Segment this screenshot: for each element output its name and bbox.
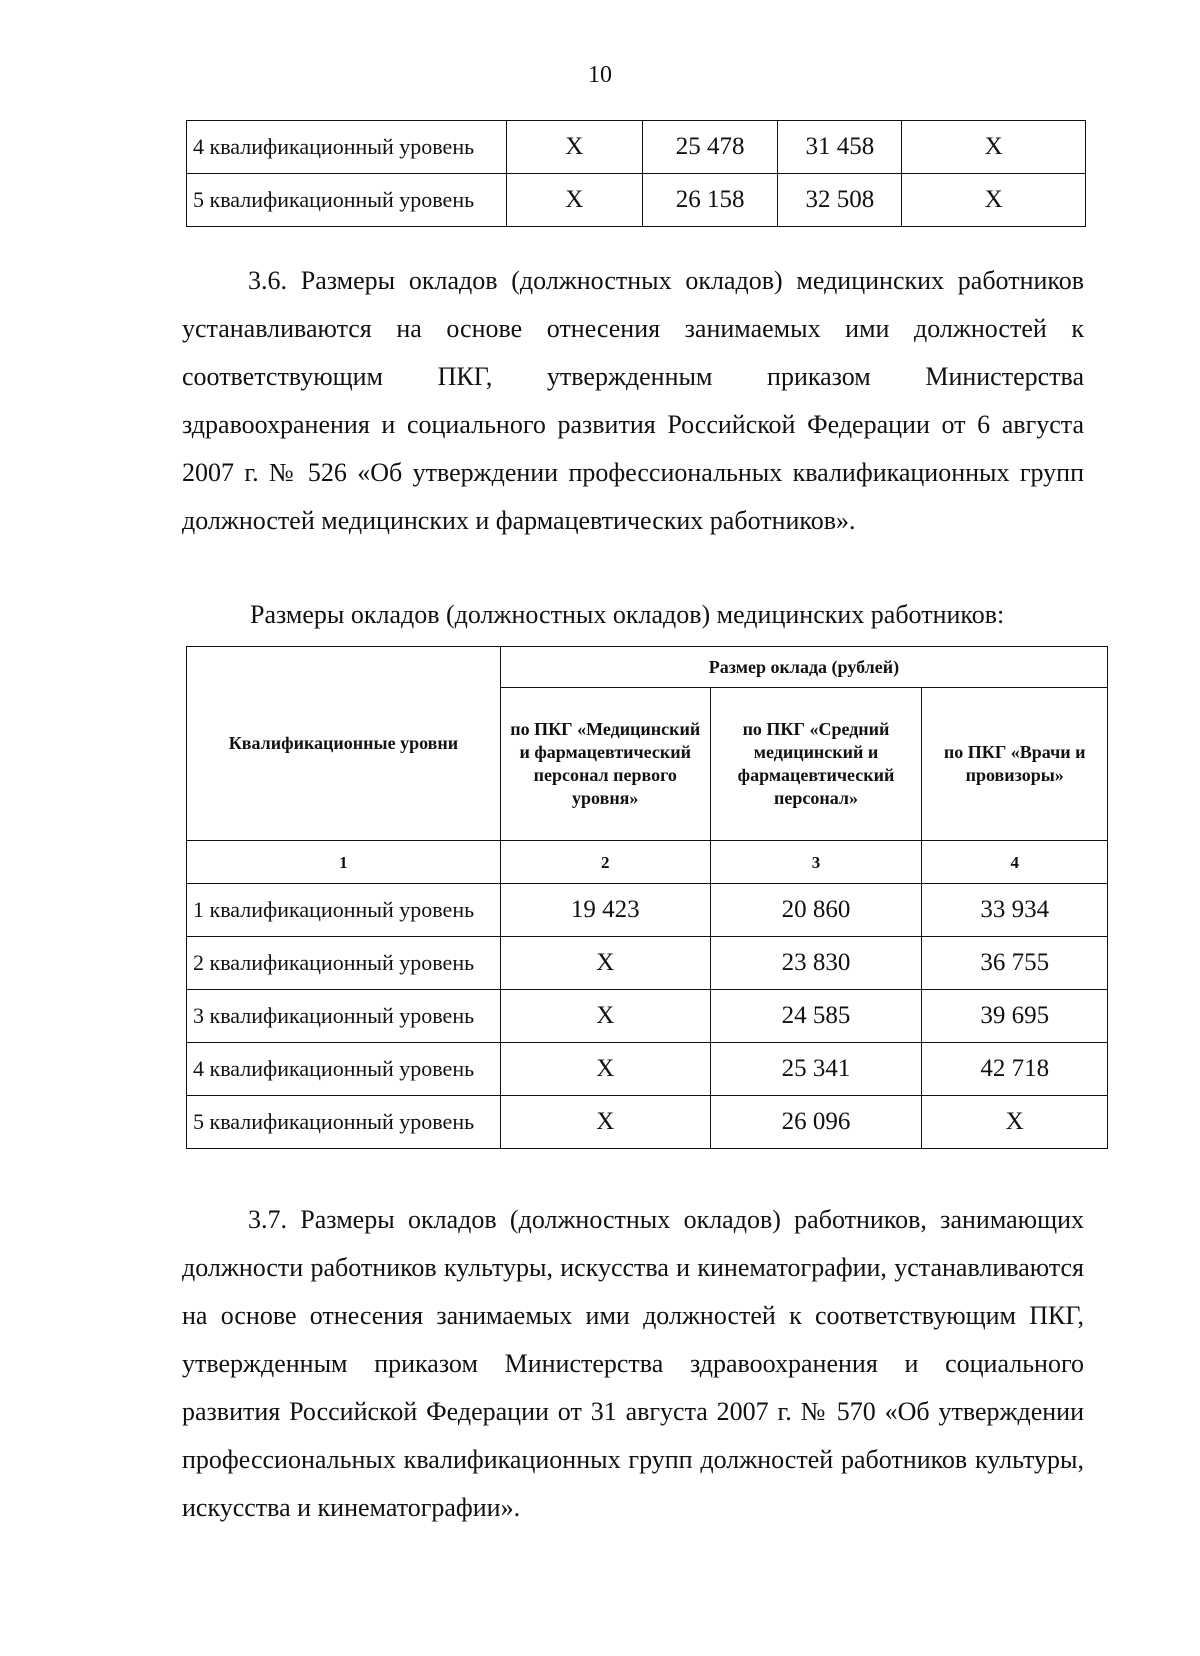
header-levels: Квалификационные уровни <box>187 647 501 841</box>
column-number: 3 <box>710 841 922 884</box>
level-cell: 5 квалификационный уровень <box>187 174 507 227</box>
value-cell: X <box>500 937 710 990</box>
value-cell: 23 830 <box>710 937 922 990</box>
header-salary: Размер оклада (рублей) <box>500 647 1107 688</box>
paragraph-3-6: 3.6. Размеры окладов (должностных окладов) медицинских работников устанавливаются на основе отнесения занимаемых ими должностей к соответствующим ПКГ, утвержденным приказом Министерства здравоохранения и социального развития Российской Федерации от 6 августа 2007 г. № 526 «Об утверждении профессиональных квалификационных групп должностей медицинских и фармацевтических работников». <box>182 266 1084 535</box>
value-cell: 20 860 <box>710 884 922 937</box>
value-cell: 25 478 <box>642 121 778 174</box>
table-row <box>187 1043 1108 1096</box>
paragraph-3-7: 3.7. Размеры окладов (должностных окладов) работников, занимающих должности работников культуры, искусства и кинематографии, устанавливаются на основе отнесения занимаемых ими должностей к соответствующим ПКГ, утвержденным приказом Министерства здравоохранения и социального развития Российской Федерации от 31 августа 2007 г. № 570 «Об утверждении профессиональных квалификационных групп должностей работников культуры, искусства и кинематографии». <box>182 1205 1084 1522</box>
value-cell: 33 934 <box>922 884 1108 937</box>
value-cell: 32 508 <box>778 174 902 227</box>
level-cell: 4 квалификационный уровень <box>187 1043 501 1096</box>
level-cell: 2 квалификационный уровень <box>187 937 501 990</box>
table-row <box>187 990 1108 1043</box>
value-cell: 26 096 <box>710 1096 922 1149</box>
column-number-row <box>187 841 1108 884</box>
column-number: 4 <box>922 841 1108 884</box>
value-cell: 26 158 <box>642 174 778 227</box>
level-cell: 4 квалификационный уровень <box>187 121 507 174</box>
value-cell: 25 341 <box>710 1043 922 1096</box>
header-col2: по ПКГ «Медицинский и фармацевтический персонал первого уровня» <box>500 688 710 841</box>
value-cell: X <box>506 174 642 227</box>
value-cell: 39 695 <box>922 990 1108 1043</box>
value-cell: 42 718 <box>922 1043 1108 1096</box>
page-number: 10 <box>588 62 612 88</box>
value-cell: X <box>922 1096 1108 1149</box>
table-row <box>187 884 1108 937</box>
value-cell: 24 585 <box>710 990 922 1043</box>
value-cell: X <box>500 1096 710 1149</box>
value-cell: X <box>902 174 1086 227</box>
value-cell: 19 423 <box>500 884 710 937</box>
value-cell: X <box>506 121 642 174</box>
salary-table-continued <box>186 120 1086 227</box>
header-col3: по ПКГ «Средний медицинский и фармацевтический персонал» <box>710 688 922 841</box>
value-cell: X <box>500 990 710 1043</box>
value-cell: 36 755 <box>922 937 1108 990</box>
level-cell: 3 квалификационный уровень <box>187 990 501 1043</box>
level-cell: 1 квалификационный уровень <box>187 884 501 937</box>
table-row <box>187 937 1108 990</box>
medical-salary-table <box>186 646 1108 1149</box>
value-cell: 31 458 <box>778 121 902 174</box>
value-cell: X <box>500 1043 710 1096</box>
value-cell: X <box>902 121 1086 174</box>
table-header-row <box>187 647 1108 688</box>
column-number: 1 <box>187 841 501 884</box>
table-row <box>187 174 1086 227</box>
header-col4: по ПКГ «Врачи и провизоры» <box>922 688 1108 841</box>
column-number: 2 <box>500 841 710 884</box>
table-row <box>187 1096 1108 1149</box>
table-row <box>187 121 1086 174</box>
level-cell: 5 квалификационный уровень <box>187 1096 501 1149</box>
table-caption: Размеры окладов (должностных окладов) медицинских работников: <box>250 600 1005 629</box>
